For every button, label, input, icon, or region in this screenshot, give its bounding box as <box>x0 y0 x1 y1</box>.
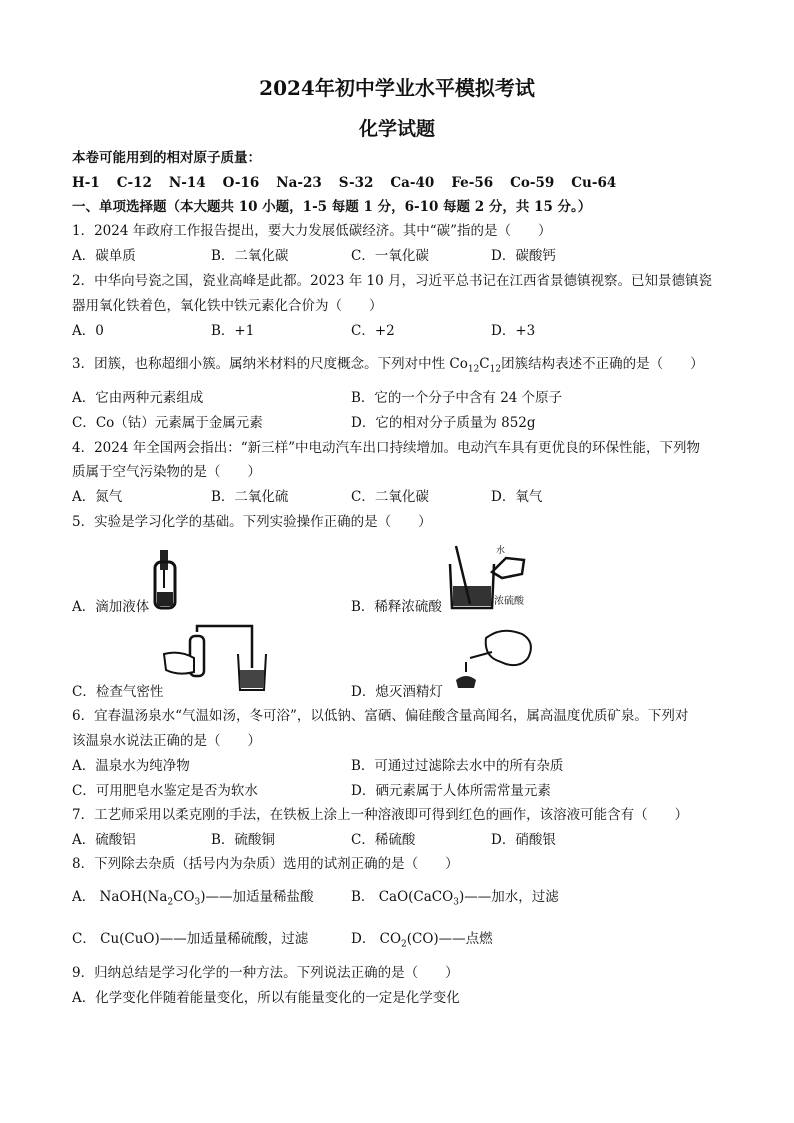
q8-d-part: (CO)——点燃 <box>406 931 493 947</box>
q6-option-b: B．可通过过滤除去水中的所有杂质 <box>351 758 564 774</box>
airtightness-figure <box>160 624 270 694</box>
q4-option-b: B．二氧化硫 <box>211 489 289 505</box>
q8-d-sub: 2 <box>401 939 407 950</box>
q2-stem-line2: 器用氧化铁着色，氧化铁中铁元素化合价为（ ） <box>72 298 383 314</box>
q3-stem <box>72 355 704 379</box>
tube-liquid <box>157 592 173 606</box>
face <box>486 631 531 665</box>
mass-item: Co-59 <box>510 175 555 191</box>
alcohol-lamp <box>456 676 476 688</box>
q8-b-sub: 3 <box>453 897 459 908</box>
q8-option-d <box>351 930 493 954</box>
q8-d-part: D． CO <box>351 931 402 947</box>
q7-option-c: C．稀硫酸 <box>351 832 416 848</box>
q8-a-sub: 2 <box>167 897 174 908</box>
q3-sub: 12 <box>489 364 502 375</box>
q8-a-sub: 3 <box>194 897 201 908</box>
q8-option-b <box>351 888 559 912</box>
q8-b-part: B． CaO(CaCO <box>351 889 454 905</box>
q9-stem: 9．归纳总结是学习化学的一种方法。下列说法正确的是（ ） <box>72 965 459 981</box>
dropper-test-tube-figure <box>150 548 184 610</box>
q8-a-part: )——加适量稀盐酸 <box>200 889 314 905</box>
q2-option-d: D．+3 <box>491 323 536 339</box>
mass-item: S-32 <box>338 175 374 191</box>
q6-option-d: D．硒元素属于人体所需常量元素 <box>351 783 551 799</box>
q1-option-b: B．二氧化碳 <box>211 248 289 264</box>
q4-stem-line2: 质属于空气污染物的是（ ） <box>72 464 261 480</box>
mass-item: O-16 <box>222 175 260 191</box>
q3-stem-part: 3．团簇，也称超细小簇。属纳米材料的尺度概念。下列对中性 Co <box>72 356 468 372</box>
atomic-mass-list <box>72 174 633 192</box>
pouring-cylinder <box>492 558 524 578</box>
dropper-bulb <box>160 550 168 570</box>
mass-item: N-14 <box>168 175 206 191</box>
q1-option-a: A．碳单质 <box>72 248 136 264</box>
q9-option-a: A．化学变化伴随着能量变化，所以有能量变化的一定是化学变化 <box>72 990 460 1006</box>
q8-a-part: A． NaOH(Na <box>72 889 168 905</box>
q6-stem-line1: 6．宜春温汤泉水“气温如汤，冬可浴”，以低钠、富硒、偏硅酸含量高闻名，属高温度优质矿泉。下列对 <box>72 708 689 724</box>
q4-option-a: A．氮气 <box>72 489 123 505</box>
q2-stem-line1: 2．中华向号瓷之国，瓷业高峰是此都。2023 年 10 月，习近平总书记在江西省景德镇视察。已知景德镇瓷 <box>72 273 712 289</box>
q1-stem: 1．2024 年政府工作报告提出，要大力发展低碳经济。其中“碳”指的是（ ） <box>72 223 552 239</box>
q5-stem: 5．实验是学习化学的基础。下列实验操作正确的是（ ） <box>72 514 432 530</box>
section-heading: 一、单项选择题（本大题共 10 小题，1-5 每题 1 分，6-10 每题 2 分，共 15 分。） <box>72 199 592 215</box>
hand <box>164 653 194 674</box>
q6-option-c: C．可用肥皂水鉴定是否为软水 <box>72 783 258 799</box>
q8-stem: 8．下列除去杂质（括号内为杂质）选用的试剂正确的是（ ） <box>72 856 459 872</box>
q8-b-part: )——加水，过滤 <box>458 889 559 905</box>
acid-label: 浓硫酸 <box>494 596 524 607</box>
mass-item: Cu-64 <box>571 175 617 191</box>
q4-option-c: C．二氧化碳 <box>351 489 429 505</box>
q7-option-a: A．硫酸铝 <box>72 832 136 848</box>
q7-option-d: D．硝酸银 <box>491 832 556 848</box>
q2-option-a: A．0 <box>72 323 104 339</box>
q8-option-a <box>72 888 314 912</box>
mass-item: H-1 <box>72 175 100 191</box>
q5-option-b: B．稀释浓硫酸 <box>351 599 442 615</box>
q3-stem-part: 团簇结构表述不正确的是（ ） <box>501 356 704 372</box>
q6-option-a: A．温泉水为纯净物 <box>72 758 190 774</box>
q2-option-c: C．+2 <box>351 323 395 339</box>
mass-item: Fe-56 <box>451 175 494 191</box>
mass-item: C-12 <box>116 175 152 191</box>
q7-option-b: B．硫酸铜 <box>211 832 275 848</box>
q3-stem-part: C <box>479 356 490 372</box>
q4-stem-line1: 4．2024 年全国两会指出：“新三样”中电动汽车出口持续增加。电动汽车具有更优良的环保性能，下列物 <box>72 440 701 456</box>
dilute-acid-figure <box>440 538 530 612</box>
q5-option-a: A．滴加液体 <box>72 599 150 615</box>
q3-option-c: C．Co（钴）元素属于金属元素 <box>72 415 263 431</box>
q6-stem-line2: 该温泉水说法正确的是（ ） <box>72 733 261 749</box>
q5-option-c: C．检查气密性 <box>72 684 164 700</box>
q8-option-c: C． Cu(CuO)——加适量稀硫酸，过滤 <box>72 931 309 947</box>
q1-option-c: C．一氧化碳 <box>351 248 429 264</box>
mass-item: Na-23 <box>276 175 322 191</box>
q8-a-part: CO <box>173 889 195 905</box>
q3-option-a: A．它由两种元素组成 <box>72 390 204 406</box>
q5-option-d: D．熄灭酒精灯 <box>351 684 443 700</box>
q3-sub: 12 <box>467 364 480 375</box>
atomic-mass-label: 本卷可能用到的相对原子质量： <box>72 150 261 166</box>
water-label: 水 <box>496 546 506 556</box>
exam-subtitle: 化学试题 <box>358 118 435 140</box>
q3-option-d: D．它的相对分子质量为 852g <box>351 415 536 431</box>
q2-option-b: B．+1 <box>211 323 255 339</box>
q4-option-d: D．氧气 <box>491 489 543 505</box>
q3-option-b: B．它的一个分子中含有 24 个原子 <box>351 390 563 406</box>
q1-option-d: D．碳酸钙 <box>491 248 556 264</box>
extinguish-lamp-figure <box>446 624 538 694</box>
exam-title: 2024年初中学业水平模拟考试 <box>259 76 535 100</box>
q7-stem: 7．工艺师采用以柔克刚的手法，在铁板上涂上一种溶液即可得到红色的画作，该溶液可能含有（ ） <box>72 807 689 823</box>
mass-item: Ca-40 <box>390 175 435 191</box>
